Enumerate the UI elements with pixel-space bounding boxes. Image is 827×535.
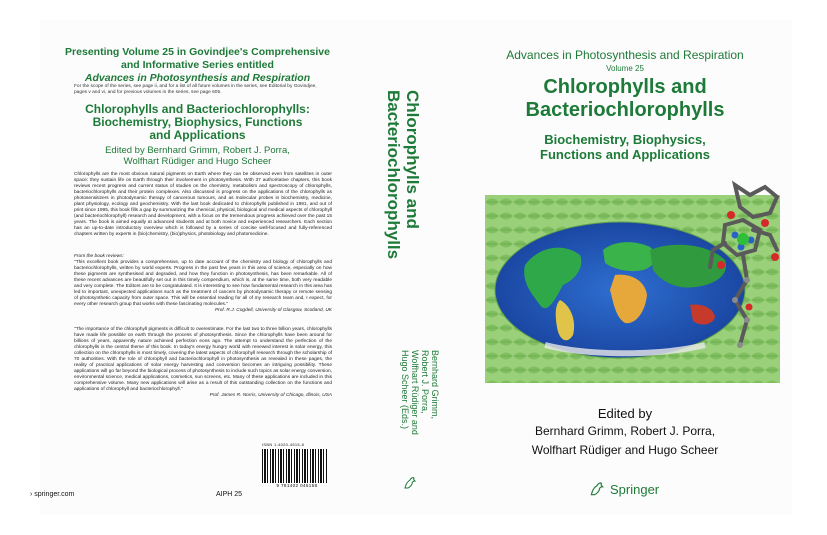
front-cover (470, 20, 780, 515)
isbn-label: ISBN 1-4020-4515-8 (262, 442, 305, 447)
aiph-code: AIPH 25 (216, 491, 243, 498)
back-heading: Presenting Volume 25 in Govindjee's Comprehensive and Informative Series entitled Advances in Photosynthesis and Respiration (65, 46, 330, 84)
front-title: Chlorophylls and Bacteriochlorophylls (525, 76, 725, 121)
review-1-text: "This excellent book provides a comprehensive, up to date account of the chemistry and biology of chlorophylls and bacteriochlorophylls, written by world experts. Progress in the past few years in this area of science, especially on how these pigments are synthesised and degraded, and how they function in photosynthesis, has been remarkable. All of these recent advances are beautifully set out in this timely compendium, which is, at the same time, both very readable and very complete. The Editors are to be congratulated. It is interesting to see how fundamental research in this area has led to important, unexpected applications such as the treatment of cancers by photodynamic therapy or remote sensing of photosynthetic capacity from outer space. This will be essential reading for all of my research team and, I expect, for every other research group that works with these fascinating molecules." (74, 260, 332, 307)
review-1-signature: Prof. R.J. Cogdell, University of Glasgow, Scotland, UK (214, 308, 332, 313)
springer-horse-icon (588, 480, 606, 498)
back-cover (60, 40, 335, 510)
front-subtitle: Biochemistry, Biophysics, Functions and Applications (540, 132, 710, 162)
series-title: Advances in Photosynthesis and Respiration (506, 48, 744, 62)
springer-logo (588, 480, 659, 498)
scope-note: For the scope of the series, see page ii, and for a list of all future volumes in the series, see Editorial by Govindjee, pages v and vi, and for previous volumes in the series, see page 605. (74, 84, 317, 95)
barcode-bars (262, 449, 328, 483)
spine-title: Chlorophylls and Bacteriochlorophylls (384, 90, 422, 260)
springer-url[interactable]: › springer.com (30, 491, 75, 498)
back-editors: Edited by Bernhard Grimm, Robert J. Porra, Wolfhart Rüdiger and Hugo Scheer (105, 145, 290, 167)
edited-by-label: Edited by (597, 406, 653, 421)
cover-artwork (485, 195, 780, 383)
review-block-1 (74, 254, 332, 314)
isbn-digits: 9 781402 045158 (276, 483, 318, 488)
front-editors: Bernhard Grimm, Robert J. Porra, Wolfhart Rüdiger and Hugo Scheer (531, 424, 719, 457)
review-block-2 (74, 327, 332, 399)
spine-editors: Bernhard Grimm, Robert J. Porra, Wolfhart Rüdiger and Hugo Scheer (Eds.) (400, 350, 440, 435)
reviews-label: From the book reviews: (74, 254, 124, 259)
review-2-signature: Prof. James R. Norris, University of Chicago, Illinois, USA (209, 393, 332, 398)
summary-paragraph: Chlorophylls are the most obvious natural pigments on Earth where they can be observed even from satellites in outer space: they sustain life on Earth through their involvement in photosynthesis. With 37 authoritative chapters, this book reviews recent progress and current status of studies on the chemistry, metabolism and spectroscopy of chlorophylls, bacteriochlorophylls and their protein complexes. Also discussed is progress on the applications of the chlorophylls as photosensitizers in photodynamic therapy of cancerous tumours, and as molecular probes in biochemistry, medicine, plant physiology, ecology and geochemistry. With the last book dedicated to chlorophylls published in 1991, and out of print since 1995, this book fills a gap by summarizing the chemical, physical, biological and medical aspects of chlorophyll (and bacteriochlorophyll) research and development, with a focus on the tremendous progress achieved over the past 15 years. The book is aimed equally at advanced students and at both novice and experienced researchers. Each section has an up-to-date introductory overview which is followed by a series of concise well-focused and fully-referenced chapters written by experts in (bio)chemistry, (bio)physics, photobiology and photomedicine. (74, 172, 332, 237)
publisher-name: Springer (610, 481, 660, 497)
springer-horse-icon (402, 475, 418, 491)
spine (370, 20, 448, 515)
review-2-text: "The importance of the chlorophyll pigments is difficult to overestimate. For the last two to three billion years, chlorophylls have made life possible on earth through the process of photosynthesis. Since the chlorophylls have been around for billions of years, apparently nature achieved perfection eons ago. The attempt to understand the perfection of the chlorophylls is the central theme of this book. In today's energy hungry world with renewed interest in solar energy, this collection on the chlorophylls is most timely, covering the latest aspects of chlorophyll research through the scholarship of 70 authorities. With the role of chlorophyll and bacteriochlorophyll in photosynthesis as revealed in these pages, the reality of practical applications of solar energy harvesting and conversion becomes an intriguing possibility. These applications will go far beyond the biological process of photosynthesis to include such topics as solar energy conversion, environmental science, medical applications, cosmetics, sun screens, etc. Many of these applications are included in this comprehensive volume. Many new applications will arise as a result of this outstanding collection on the functions and applications of chlorophyll and bacteriochlorophyll." (74, 327, 332, 392)
barcode (262, 442, 332, 490)
volume-number: Volume 25 (606, 64, 644, 73)
back-title: Chlorophylls and Bacteriochlorophylls: Biochemistry, Biophysics, Functions and Applications (85, 102, 310, 142)
